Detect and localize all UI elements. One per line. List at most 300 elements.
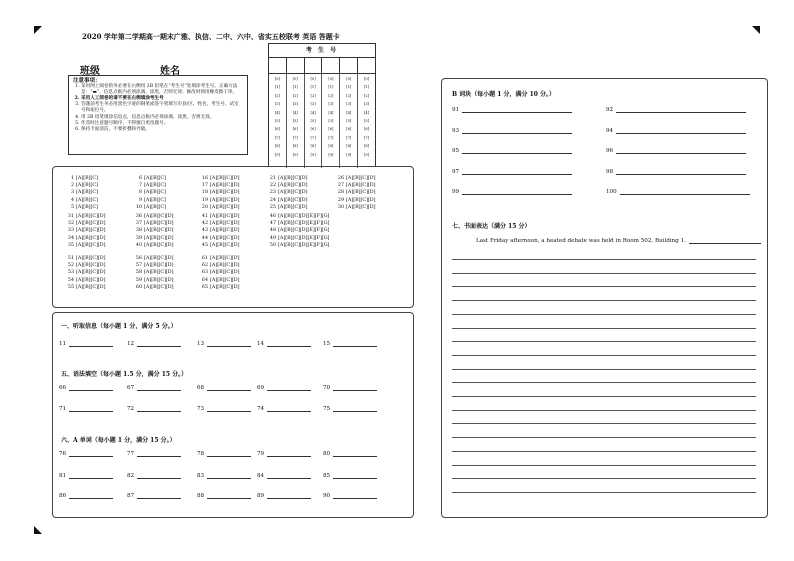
mc-option-bubble[interactable]: [A] — [76, 183, 84, 189]
mc-option-bubble[interactable]: [B] — [83, 270, 91, 276]
mc-option-bubble[interactable]: [D] — [299, 242, 308, 248]
id-write-cell[interactable] — [358, 58, 375, 73]
mc-option-bubble[interactable]: [C] — [224, 270, 232, 276]
mc-option-bubble[interactable]: [C] — [90, 190, 98, 196]
writing-line[interactable] — [452, 273, 756, 274]
mc-option-bubble[interactable]: [B] — [217, 204, 225, 210]
mc-option-bubble[interactable]: [D] — [299, 214, 308, 219]
mc-option-bubble[interactable]: [D] — [231, 190, 240, 196]
cloze-answer-line[interactable] — [207, 411, 251, 412]
mc-option-bubble[interactable]: [D] — [231, 221, 240, 227]
mc-option-bubble[interactable]: [C] — [224, 242, 232, 248]
word-b-answer-line[interactable] — [616, 133, 746, 134]
mc-option-bubble[interactable]: [B] — [217, 176, 225, 181]
mc-option-bubble[interactable]: [C] — [224, 235, 232, 241]
mc-option-bubble[interactable]: [E] — [307, 228, 315, 234]
id-digit-bubble[interactable]: [7] — [292, 135, 298, 140]
mc-option-bubble[interactable]: [D] — [165, 228, 174, 234]
mc-option-bubble[interactable]: [B] — [151, 284, 159, 290]
mc-option-bubble[interactable]: [A] — [278, 204, 286, 210]
mc-option-bubble[interactable]: [C] — [224, 214, 232, 219]
writing-line[interactable] — [452, 410, 756, 411]
mc-option-bubble[interactable]: [A] — [210, 270, 218, 276]
mc-option-bubble[interactable]: [B] — [83, 284, 91, 290]
mc-option-bubble[interactable]: [D] — [97, 256, 106, 261]
mc-option-bubble[interactable]: [A] — [144, 263, 152, 269]
mc-option-bubble[interactable]: [D] — [231, 235, 240, 241]
id-digit-bubble[interactable]: [9] — [346, 152, 352, 157]
id-digit-bubble[interactable]: [9] — [328, 152, 334, 157]
mc-option-bubble[interactable]: [A] — [144, 277, 152, 283]
word-a-answer-line[interactable] — [137, 478, 181, 479]
listening-answer-line[interactable] — [69, 346, 113, 347]
mc-option-bubble[interactable]: [C] — [158, 204, 166, 210]
word-a-answer-line[interactable] — [333, 456, 377, 457]
id-digit-bubble[interactable]: [1] — [364, 85, 370, 90]
mc-option-bubble[interactable]: [B] — [151, 277, 159, 283]
mc-option-bubble[interactable]: [C] — [90, 284, 98, 290]
mc-option-bubble[interactable]: [A] — [76, 190, 84, 196]
mc-option-bubble[interactable]: [B] — [151, 214, 159, 219]
mc-option-bubble[interactable]: [B] — [83, 214, 91, 219]
word-b-answer-line[interactable] — [616, 174, 746, 175]
mc-option-bubble[interactable]: [A] — [144, 221, 152, 227]
mc-option-bubble[interactable]: [A] — [210, 242, 218, 248]
mc-option-bubble[interactable]: [G] — [321, 242, 330, 248]
id-digit-bubble[interactable]: [0] — [292, 77, 298, 81]
id-digit-bubble[interactable]: [2] — [364, 93, 370, 98]
writing-line[interactable] — [452, 300, 756, 301]
mc-option-bubble[interactable]: [F] — [314, 228, 322, 234]
mc-option-bubble[interactable]: [D] — [97, 228, 106, 234]
mc-option-bubble[interactable]: [B] — [285, 242, 293, 248]
mc-option-bubble[interactable]: [D] — [231, 284, 240, 290]
mc-option-bubble[interactable]: [A] — [210, 277, 218, 283]
mc-option-bubble[interactable]: [C] — [90, 214, 98, 219]
mc-option-bubble[interactable]: [C] — [224, 221, 232, 227]
mc-option-bubble[interactable]: [B] — [217, 197, 225, 203]
id-digit-bubble[interactable]: [4] — [310, 110, 316, 115]
mc-option-bubble[interactable]: [A] — [346, 190, 354, 196]
mc-option-bubble[interactable]: [D] — [97, 263, 106, 269]
mc-option-bubble[interactable]: [C] — [90, 235, 98, 241]
writing-line[interactable] — [452, 437, 756, 438]
mc-option-bubble[interactable]: [C] — [158, 183, 166, 189]
id-digit-bubble[interactable]: [0] — [310, 77, 316, 81]
mc-option-bubble[interactable]: [B] — [285, 228, 293, 234]
mc-option-bubble[interactable]: [B] — [83, 235, 91, 241]
mc-option-bubble[interactable]: [B] — [151, 256, 159, 261]
mc-option-bubble[interactable]: [D] — [97, 284, 106, 290]
word-a-answer-line[interactable] — [333, 498, 377, 499]
mc-option-bubble[interactable]: [A] — [210, 190, 218, 196]
id-digit-bubble[interactable]: [6] — [364, 127, 370, 132]
id-digit-bubble[interactable]: [7] — [310, 135, 316, 140]
id-digit-bubble[interactable]: [4] — [346, 110, 352, 115]
mc-option-bubble[interactable]: [B] — [217, 190, 225, 196]
cloze-answer-line[interactable] — [69, 390, 113, 391]
word-a-answer-line[interactable] — [207, 478, 251, 479]
id-digit-bubble[interactable]: [8] — [328, 144, 334, 149]
id-digit-bubble[interactable]: [9] — [310, 152, 316, 157]
mc-option-bubble[interactable]: [D] — [165, 284, 174, 290]
id-digit-bubble[interactable]: [1] — [292, 85, 298, 90]
mc-option-bubble[interactable]: [A] — [278, 235, 286, 241]
mc-option-bubble[interactable]: [C] — [90, 176, 98, 181]
mc-option-bubble[interactable]: [A] — [278, 228, 286, 234]
mc-option-bubble[interactable]: [B] — [151, 204, 159, 210]
mc-option-bubble[interactable]: [A] — [210, 284, 218, 290]
id-digit-bubble[interactable]: [8] — [274, 144, 280, 149]
mc-option-bubble[interactable]: [C] — [158, 235, 166, 241]
mc-option-bubble[interactable]: [B] — [83, 176, 91, 181]
writing-line[interactable] — [452, 259, 756, 260]
mc-option-bubble[interactable]: [A] — [76, 221, 84, 227]
mc-option-bubble[interactable]: [B] — [285, 235, 293, 241]
writing-line[interactable] — [452, 451, 756, 452]
mc-option-bubble[interactable]: [C] — [292, 221, 300, 227]
mc-option-bubble[interactable]: [B] — [217, 242, 225, 248]
writing-line[interactable] — [452, 492, 756, 493]
mc-option-bubble[interactable]: [A] — [210, 204, 218, 210]
mc-option-bubble[interactable]: [C] — [224, 277, 232, 283]
word-b-answer-line[interactable] — [462, 133, 572, 134]
mc-option-bubble[interactable]: [B] — [83, 183, 91, 189]
mc-option-bubble[interactable]: [A] — [144, 176, 152, 181]
writing-line[interactable] — [452, 286, 756, 287]
id-write-cell[interactable] — [305, 58, 323, 73]
mc-option-bubble[interactable]: [C] — [224, 183, 232, 189]
mc-option-bubble[interactable]: [A] — [210, 176, 218, 181]
mc-option-bubble[interactable]: [C] — [360, 190, 368, 196]
mc-option-bubble[interactable]: [C] — [158, 284, 166, 290]
id-digit-bubble[interactable]: [5] — [274, 119, 280, 124]
mc-option-bubble[interactable]: [C] — [224, 263, 232, 269]
mc-option-bubble[interactable]: [E] — [307, 214, 315, 219]
id-digit-bubble[interactable]: [1] — [328, 85, 334, 90]
word-b-answer-line[interactable] — [620, 194, 750, 195]
id-digit-bubble[interactable]: [5] — [364, 119, 370, 124]
word-a-answer-line[interactable] — [137, 456, 181, 457]
mc-option-bubble[interactable]: [D] — [97, 277, 106, 283]
cloze-answer-line[interactable] — [137, 390, 181, 391]
id-digit-bubble[interactable]: [0] — [328, 77, 334, 81]
mc-option-bubble[interactable]: [C] — [90, 277, 98, 283]
mc-option-bubble[interactable]: [A] — [76, 214, 84, 219]
id-digit-bubble[interactable]: [2] — [274, 93, 280, 98]
mc-option-bubble[interactable]: [B] — [151, 263, 159, 269]
id-digit-bubble[interactable]: [6] — [274, 127, 280, 132]
mc-option-bubble[interactable]: [A] — [278, 197, 286, 203]
mc-option-bubble[interactable]: [B] — [83, 277, 91, 283]
mc-option-bubble[interactable]: [B] — [151, 197, 159, 203]
mc-option-bubble[interactable]: [F] — [314, 221, 322, 227]
mc-option-bubble[interactable]: [D] — [97, 221, 106, 227]
id-digit-bubble[interactable]: [0] — [346, 77, 352, 81]
mc-option-bubble[interactable]: [A] — [210, 256, 218, 261]
mc-option-bubble[interactable]: [D] — [231, 256, 240, 261]
id-digit-bubble[interactable]: [3] — [310, 102, 316, 107]
mc-option-bubble[interactable]: [D] — [299, 197, 308, 203]
mc-option-bubble[interactable]: [A] — [144, 284, 152, 290]
id-digit-bubble[interactable]: [1] — [346, 85, 352, 90]
mc-option-bubble[interactable]: [A] — [76, 235, 84, 241]
mc-option-bubble[interactable]: [B] — [285, 214, 293, 219]
mc-option-bubble[interactable]: [B] — [285, 204, 293, 210]
id-digit-bubble[interactable]: [0] — [364, 77, 370, 81]
writing-line[interactable] — [452, 465, 756, 466]
word-a-answer-line[interactable] — [267, 478, 311, 479]
mc-option-bubble[interactable]: [A] — [76, 277, 84, 283]
mc-option-bubble[interactable]: [B] — [151, 242, 159, 248]
cloze-answer-line[interactable] — [207, 390, 251, 391]
writing-line[interactable] — [452, 328, 756, 329]
mc-option-bubble[interactable]: [B] — [151, 176, 159, 181]
id-digit-bubble[interactable]: [6] — [346, 127, 352, 132]
mc-option-bubble[interactable]: [E] — [307, 221, 315, 227]
id-digit-bubble[interactable]: [3] — [346, 102, 352, 107]
mc-option-bubble[interactable]: [G] — [321, 235, 330, 241]
mc-option-bubble[interactable]: [C] — [360, 183, 368, 189]
mc-option-bubble[interactable]: [B] — [151, 270, 159, 276]
id-digit-bubble[interactable]: [0] — [274, 77, 280, 81]
mc-option-bubble[interactable]: [D] — [165, 270, 174, 276]
mc-option-bubble[interactable]: [B] — [83, 197, 91, 203]
mc-option-bubble[interactable]: [B] — [83, 242, 91, 248]
word-b-answer-line[interactable] — [616, 153, 746, 154]
mc-option-bubble[interactable]: [D] — [299, 221, 308, 227]
mc-option-bubble[interactable]: [A] — [76, 228, 84, 234]
mc-option-bubble[interactable]: [D] — [299, 235, 308, 241]
mc-option-bubble[interactable]: [D] — [97, 270, 106, 276]
word-a-answer-line[interactable] — [137, 498, 181, 499]
mc-option-bubble[interactable]: [B] — [83, 228, 91, 234]
word-a-answer-line[interactable] — [333, 478, 377, 479]
mc-option-bubble[interactable]: [C] — [224, 197, 232, 203]
mc-option-bubble[interactable]: [A] — [278, 190, 286, 196]
mc-option-bubble[interactable]: [A] — [76, 270, 84, 276]
mc-option-bubble[interactable]: [A] — [76, 284, 84, 290]
writing-line[interactable] — [452, 314, 756, 315]
mc-option-bubble[interactable]: [C] — [292, 176, 300, 181]
mc-option-bubble[interactable]: [E] — [307, 242, 315, 248]
mc-option-bubble[interactable]: [D] — [231, 228, 240, 234]
mc-option-bubble[interactable]: [D] — [231, 277, 240, 283]
mc-option-bubble[interactable]: [B] — [285, 190, 293, 196]
cloze-answer-line[interactable] — [267, 390, 311, 391]
writing-line[interactable] — [452, 369, 756, 370]
id-digit-bubble[interactable]: [4] — [274, 110, 280, 115]
mc-option-bubble[interactable]: [C] — [292, 228, 300, 234]
mc-option-bubble[interactable]: [C] — [158, 228, 166, 234]
writing-line[interactable] — [452, 396, 756, 397]
mc-option-bubble[interactable]: [E] — [307, 235, 315, 241]
id-digit-bubble[interactable]: [2] — [328, 93, 334, 98]
writing-first-line[interactable] — [689, 243, 761, 244]
mc-option-bubble[interactable]: [C] — [90, 228, 98, 234]
mc-option-bubble[interactable]: [F] — [314, 242, 322, 248]
mc-option-bubble[interactable]: [C] — [224, 256, 232, 261]
word-b-answer-line[interactable] — [462, 112, 572, 113]
id-digit-bubble[interactable]: [2] — [346, 93, 352, 98]
word-a-answer-line[interactable] — [207, 498, 251, 499]
mc-option-bubble[interactable]: [C] — [292, 197, 300, 203]
id-digit-bubble[interactable]: [6] — [310, 127, 316, 132]
writing-line[interactable] — [452, 382, 756, 383]
mc-option-bubble[interactable]: [A] — [144, 242, 152, 248]
mc-option-bubble[interactable]: [B] — [353, 197, 361, 203]
writing-line[interactable] — [452, 355, 756, 356]
mc-option-bubble[interactable]: [C] — [158, 176, 166, 181]
mc-option-bubble[interactable]: [D] — [97, 235, 106, 241]
mc-option-bubble[interactable]: [B] — [217, 284, 225, 290]
id-digit-bubble[interactable]: [2] — [292, 93, 298, 98]
writing-line[interactable] — [452, 423, 756, 424]
mc-option-bubble[interactable]: [A] — [346, 176, 354, 181]
mc-option-bubble[interactable]: [C] — [292, 204, 300, 210]
mc-option-bubble[interactable]: [C] — [90, 183, 98, 189]
mc-option-bubble[interactable]: [B] — [83, 204, 91, 210]
mc-option-bubble[interactable]: [B] — [151, 190, 159, 196]
id-digit-bubble[interactable]: [5] — [346, 119, 352, 124]
mc-option-bubble[interactable]: [C] — [158, 214, 166, 219]
id-write-cell[interactable] — [340, 58, 358, 73]
word-a-answer-line[interactable] — [69, 478, 113, 479]
listening-answer-line[interactable] — [207, 346, 251, 347]
mc-option-bubble[interactable]: [B] — [353, 204, 361, 210]
listening-answer-line[interactable] — [267, 346, 311, 347]
id-digit-bubble[interactable]: [2] — [310, 93, 316, 98]
mc-option-bubble[interactable]: [D] — [165, 242, 174, 248]
id-digit-bubble[interactable]: [5] — [310, 119, 316, 124]
mc-option-bubble[interactable]: [C] — [158, 242, 166, 248]
mc-option-bubble[interactable]: [F] — [314, 214, 322, 219]
mc-option-bubble[interactable]: [C] — [292, 214, 300, 219]
mc-option-bubble[interactable]: [D] — [299, 190, 308, 196]
mc-option-bubble[interactable]: [B] — [83, 190, 91, 196]
mc-option-bubble[interactable]: [D] — [165, 256, 174, 261]
mc-option-bubble[interactable]: [B] — [285, 197, 293, 203]
id-digit-bubble[interactable]: [5] — [328, 119, 334, 124]
mc-option-bubble[interactable]: [B] — [83, 256, 91, 261]
mc-option-bubble[interactable]: [A] — [346, 204, 354, 210]
mc-option-bubble[interactable]: [C] — [90, 204, 98, 210]
mc-option-bubble[interactable]: [C] — [158, 277, 166, 283]
mc-option-bubble[interactable]: [C] — [224, 190, 232, 196]
mc-option-bubble[interactable]: [C] — [224, 284, 232, 290]
writing-line[interactable] — [452, 478, 756, 479]
mc-option-bubble[interactable]: [A] — [76, 263, 84, 269]
id-write-cell[interactable] — [269, 58, 287, 73]
id-digit-bubble[interactable]: [9] — [292, 152, 298, 157]
id-digit-bubble[interactable]: [3] — [274, 102, 280, 107]
mc-option-bubble[interactable]: [D] — [367, 204, 376, 210]
mc-option-bubble[interactable]: [B] — [217, 183, 225, 189]
mc-option-bubble[interactable]: [D] — [231, 263, 240, 269]
id-digit-bubble[interactable]: [9] — [274, 152, 280, 157]
mc-option-bubble[interactable]: [C] — [90, 197, 98, 203]
id-digit-bubble[interactable]: [8] — [310, 144, 316, 149]
id-digit-bubble[interactable]: [7] — [364, 135, 370, 140]
mc-option-bubble[interactable]: [G] — [321, 214, 330, 219]
mc-option-bubble[interactable]: [D] — [299, 228, 308, 234]
mc-option-bubble[interactable]: [A] — [210, 214, 218, 219]
mc-option-bubble[interactable]: [B] — [217, 277, 225, 283]
mc-option-bubble[interactable]: [A] — [76, 176, 84, 181]
mc-option-bubble[interactable]: [D] — [165, 263, 174, 269]
mc-option-bubble[interactable]: [B] — [217, 256, 225, 261]
mc-option-bubble[interactable]: [A] — [144, 190, 152, 196]
mc-option-bubble[interactable]: [B] — [217, 221, 225, 227]
mc-option-bubble[interactable]: [A] — [144, 214, 152, 219]
id-digit-bubble[interactable]: [4] — [292, 110, 298, 115]
mc-option-bubble[interactable]: [G] — [321, 228, 330, 234]
mc-option-bubble[interactable]: [G] — [321, 221, 330, 227]
mc-option-bubble[interactable]: [D] — [165, 221, 174, 227]
cloze-answer-line[interactable] — [333, 411, 377, 412]
word-b-answer-line[interactable] — [462, 194, 572, 195]
mc-option-bubble[interactable]: [B] — [83, 221, 91, 227]
word-b-answer-line[interactable] — [462, 174, 572, 175]
word-a-answer-line[interactable] — [207, 456, 251, 457]
mc-option-bubble[interactable]: [D] — [367, 176, 376, 181]
mc-option-bubble[interactable]: [B] — [285, 176, 293, 181]
mc-option-bubble[interactable]: [A] — [144, 197, 152, 203]
mc-option-bubble[interactable]: [A] — [278, 183, 286, 189]
mc-option-bubble[interactable]: [B] — [285, 183, 293, 189]
mc-option-bubble[interactable]: [A] — [210, 221, 218, 227]
mc-option-bubble[interactable]: [C] — [90, 221, 98, 227]
cloze-answer-line[interactable] — [333, 390, 377, 391]
word-a-answer-line[interactable] — [267, 498, 311, 499]
word-b-answer-line[interactable] — [462, 153, 572, 154]
mc-option-bubble[interactable]: [B] — [217, 235, 225, 241]
mc-option-bubble[interactable]: [D] — [231, 197, 240, 203]
mc-option-bubble[interactable]: [C] — [90, 263, 98, 269]
mc-option-bubble[interactable]: [B] — [151, 183, 159, 189]
mc-option-bubble[interactable]: [B] — [217, 214, 225, 219]
mc-option-bubble[interactable]: [B] — [353, 190, 361, 196]
mc-option-bubble[interactable]: [A] — [278, 242, 286, 248]
mc-option-bubble[interactable]: [C] — [158, 190, 166, 196]
id-digit-bubble[interactable]: [6] — [292, 127, 298, 132]
id-digit-bubble[interactable]: [7] — [274, 135, 280, 140]
mc-option-bubble[interactable]: [D] — [367, 190, 376, 196]
id-digit-bubble[interactable]: [1] — [310, 85, 316, 90]
mc-option-bubble[interactable]: [A] — [210, 235, 218, 241]
id-digit-bubble[interactable]: [6] — [328, 127, 334, 132]
mc-option-bubble[interactable]: [D] — [367, 183, 376, 189]
mc-option-bubble[interactable]: [D] — [367, 197, 376, 203]
mc-option-bubble[interactable]: [A] — [346, 197, 354, 203]
mc-option-bubble[interactable]: [C] — [360, 176, 368, 181]
word-b-answer-line[interactable] — [616, 112, 746, 113]
mc-option-bubble[interactable]: [A] — [210, 197, 218, 203]
mc-option-bubble[interactable]: [B] — [353, 183, 361, 189]
mc-option-bubble[interactable]: [C] — [292, 183, 300, 189]
mc-option-bubble[interactable]: [D] — [97, 242, 106, 248]
cloze-answer-line[interactable] — [69, 411, 113, 412]
mc-option-bubble[interactable]: [A] — [144, 204, 152, 210]
mc-option-bubble[interactable]: [C] — [90, 242, 98, 248]
listening-answer-line[interactable] — [137, 346, 181, 347]
listening-answer-line[interactable] — [333, 346, 377, 347]
mc-option-bubble[interactable]: [D] — [97, 214, 106, 219]
mc-option-bubble[interactable]: [A] — [76, 242, 84, 248]
mc-option-bubble[interactable]: [D] — [231, 204, 240, 210]
mc-option-bubble[interactable]: [D] — [231, 183, 240, 189]
id-digit-bubble[interactable]: [8] — [292, 144, 298, 149]
